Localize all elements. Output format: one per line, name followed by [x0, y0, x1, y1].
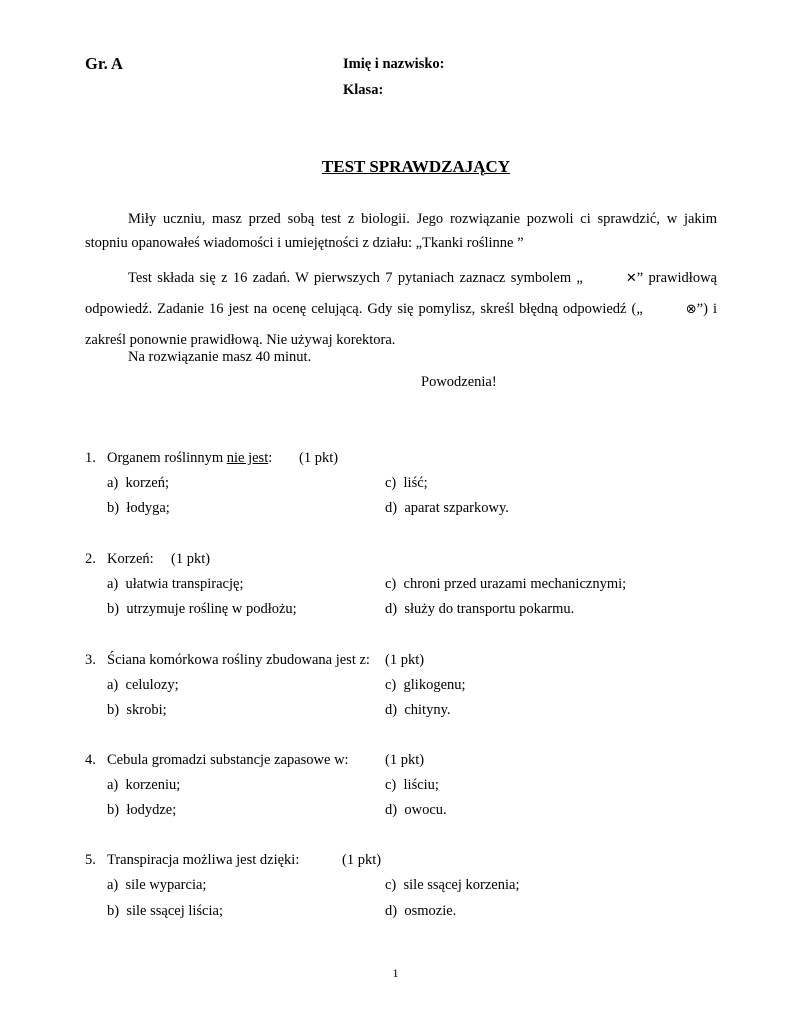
option-text: utrzymuje roślinę w podłożu; — [126, 601, 297, 617]
option-text: korzeń; — [125, 475, 169, 491]
time-instruction: Na rozwiązanie masz 40 minut. — [128, 349, 312, 365]
option-key: a) — [107, 877, 119, 893]
option-key: c) — [385, 777, 397, 793]
question-number: 1. — [85, 450, 96, 466]
option-text: chroni przed urazami mechanicznymi; — [403, 576, 627, 592]
name-label: Imię i nazwisko: — [343, 56, 445, 72]
option-d — [385, 903, 456, 920]
option-d — [385, 802, 447, 819]
option-text: chityny. — [404, 702, 451, 718]
option-key: b) — [107, 903, 120, 919]
option-text: aparat szparkowy. — [404, 500, 509, 516]
option-key: c) — [385, 877, 397, 893]
option-c — [385, 877, 519, 894]
option-key: a) — [107, 576, 119, 592]
option-b — [107, 601, 297, 618]
option-key: d) — [385, 702, 398, 718]
option-key: a) — [107, 677, 119, 693]
option-text: korzeniu; — [125, 777, 181, 793]
option-key: a) — [107, 777, 119, 793]
option-key: b) — [107, 702, 120, 718]
option-b — [107, 903, 223, 920]
option-key: d) — [385, 601, 398, 617]
question-text-part: Organem roślinnym — [107, 450, 227, 466]
option-c — [385, 576, 626, 593]
option-key: d) — [385, 500, 398, 516]
intro-paragraph-1: Miły uczniu, masz przed sobą test z biologii. Jego rozwiązanie pozwoli ci sprawdzić, w jakim stopniu opanowałeś wiadomości i umiejętności z działu: „Tkanki roślinne ” — [85, 211, 717, 251]
good-luck-text: Powodzenia! — [421, 374, 497, 390]
option-a — [107, 777, 180, 794]
intro-paragraph-2-part-c: ”) i zakreśl ponownie prawidłową. Nie używaj korektora. — [85, 301, 717, 348]
option-text: celulozy; — [125, 677, 179, 693]
option-b — [107, 802, 176, 819]
option-text: owocu. — [404, 802, 447, 818]
question-number: 2. — [85, 551, 96, 567]
option-key: b) — [107, 500, 120, 516]
option-a — [107, 475, 169, 492]
option-a — [107, 877, 206, 894]
option-text: sile ssącej liścia; — [126, 903, 223, 919]
cross-mark-icon: ✕ — [625, 271, 637, 286]
option-key: d) — [385, 903, 398, 919]
question-number: 3. — [85, 652, 96, 668]
circled-cross-icon: ⊗ — [685, 302, 697, 317]
question-text — [107, 450, 272, 467]
question-points: (1 pkt) — [385, 752, 425, 768]
question-text-part: : — [268, 450, 273, 466]
option-a — [107, 677, 179, 694]
question-points: (1 pkt) — [385, 652, 425, 668]
option-text: glikogenu; — [403, 677, 466, 693]
option-key: d) — [385, 802, 398, 818]
page-title: TEST SPRAWDZAJĄCY — [321, 157, 511, 176]
option-text: służy do transportu pokarmu. — [404, 601, 575, 617]
question-text: Transpiracja możliwa jest dzięki: — [107, 852, 300, 868]
page-number: 1 — [392, 966, 399, 980]
option-key: c) — [385, 576, 397, 592]
question-text: Ściana komórkowa rośliny zbudowana jest z: — [107, 652, 370, 668]
option-key: b) — [107, 802, 120, 818]
option-b — [107, 702, 167, 719]
option-a — [107, 576, 243, 593]
option-key: c) — [385, 677, 397, 693]
option-key: c) — [385, 475, 397, 491]
intro-paragraph-2-part-b: ” prawidłową odpowiedź. Zadanie 16 jest na ocenę celującą. Gdy się pomylisz, skreśl błędną odpowiedź („ — [85, 270, 717, 317]
option-text: skrobi; — [126, 702, 167, 718]
option-c — [385, 777, 439, 794]
option-text: liść; — [403, 475, 428, 491]
question-points: (1 pkt) — [299, 450, 339, 466]
option-text: liściu; — [403, 777, 439, 793]
group-label: Gr. A — [85, 54, 123, 73]
option-text: łodydze; — [126, 802, 177, 818]
option-d — [385, 601, 574, 618]
option-text: sile wyparcia; — [125, 877, 207, 893]
intro-paragraph-2 — [85, 263, 717, 356]
option-key: a) — [107, 475, 119, 491]
option-c — [385, 475, 428, 492]
option-b — [107, 500, 170, 517]
question-text: Cebula gromadzi substancje zapasowe w: — [107, 752, 349, 768]
option-text: łodyga; — [126, 500, 170, 516]
option-key: b) — [107, 601, 120, 617]
option-text: ułatwia transpirację; — [125, 576, 244, 592]
intro-paragraph-2-part-a: Test składa się z 16 zadań. W pierwszych 7 pytaniach zaznacz symbolem „ — [128, 270, 583, 286]
option-d — [385, 702, 451, 719]
option-c — [385, 677, 466, 694]
question-text-underlined: nie jest — [226, 450, 269, 466]
question-points: (1 pkt) — [342, 852, 382, 868]
option-text: sile ssącej korzenia; — [403, 877, 520, 893]
option-d — [385, 500, 509, 517]
class-label: Klasa: — [343, 82, 384, 98]
question-number: 5. — [85, 852, 96, 868]
question-text: Korzeń: — [107, 551, 154, 567]
option-text: osmozie. — [404, 903, 457, 919]
question-points: (1 pkt) — [171, 551, 211, 567]
question-number: 4. — [85, 752, 96, 768]
